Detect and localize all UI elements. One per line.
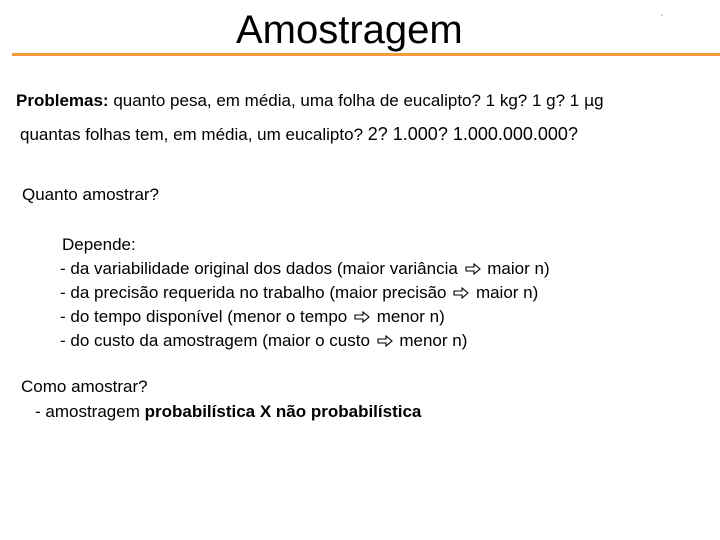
how-item [35, 401, 421, 423]
hollow-right-arrow-icon [451, 282, 471, 304]
depends-item-text: - da variabilidade original dos dados (maior variância [60, 259, 463, 278]
depends-item-text: - do custo da amostragem (maior o custo [60, 331, 375, 350]
depends-item-text: - da precisão requerida no trabalho (maior precisão [60, 283, 452, 302]
how-item-emphasis: probabilística X não probabilística [144, 402, 422, 421]
depends-item-4 [60, 330, 467, 352]
depends-item-result: menor n) [371, 307, 445, 326]
depends-label: Depende: [62, 235, 136, 254]
problems-label: Problemas: [16, 91, 109, 110]
problems-question-2: quantas folhas tem, em média, um eucalipto? [20, 125, 368, 144]
problems-options: 2? 1.000? 1.000.000.000? [367, 124, 578, 144]
corner-mark: ‘ [661, 13, 663, 22]
hollow-right-arrow-icon [375, 330, 395, 352]
depends-item-result: maior n) [471, 283, 539, 302]
problems-line-2 [20, 123, 578, 146]
how-item-text: - amostragem [35, 402, 145, 421]
hollow-right-arrow-icon [352, 306, 372, 328]
depends-item-2 [60, 282, 538, 304]
micro-symbol: µ [583, 91, 595, 110]
problems-question-1: quanto pesa, em média, uma folha de eucalipto? 1 kg? 1 g? 1 [108, 91, 584, 110]
depends-item-3 [60, 306, 445, 328]
depends-item-result: maior n) [482, 259, 550, 278]
how-much-heading: Quanto amostrar? [22, 185, 160, 204]
slide-title: Amostragem [236, 8, 463, 52]
how-heading: Como amostrar? [21, 377, 148, 396]
depends-item-text: - do tempo disponível (menor o tempo [60, 307, 352, 326]
depends-item-1 [60, 258, 550, 280]
hollow-right-arrow-icon [463, 258, 483, 280]
unit-g: g [594, 91, 604, 110]
depends-item-result: menor n) [394, 331, 468, 350]
title-divider [12, 53, 720, 56]
problems-line-1 [16, 90, 604, 112]
